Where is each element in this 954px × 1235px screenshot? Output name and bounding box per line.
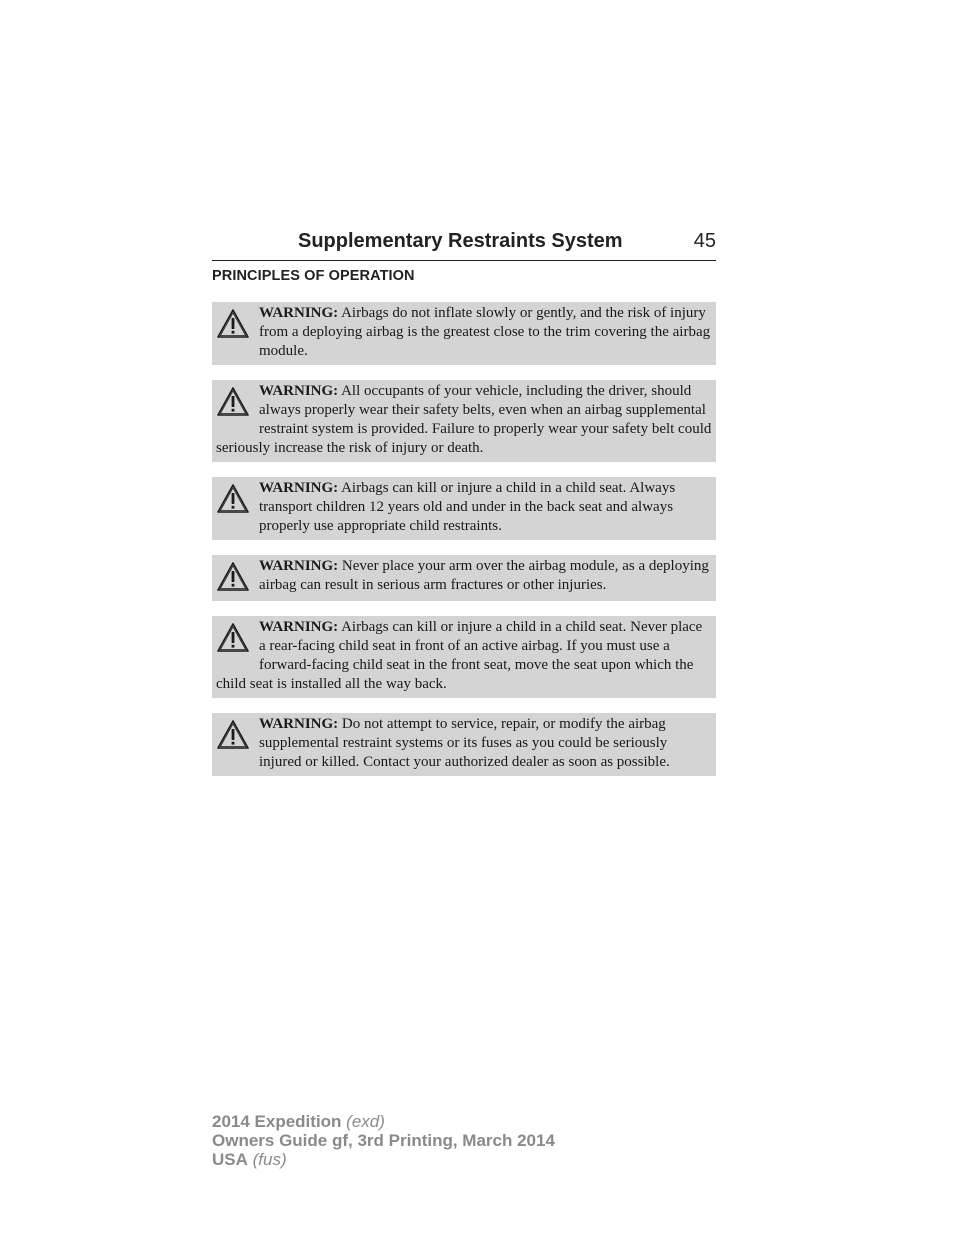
warning-box bbox=[212, 555, 716, 601]
footer-model-code: (exd) bbox=[341, 1112, 385, 1131]
footer-market-code: (fus) bbox=[247, 1150, 287, 1169]
footer bbox=[212, 1112, 555, 1169]
footer-market: USA bbox=[212, 1150, 248, 1169]
warning-label: WARNING: bbox=[259, 558, 339, 574]
warning-text: All occupants of your vehicle, including the driver, should always properly wear their safety belts, even when an airbag supplemental restraint system is provided. Failure to properly wear your safety belt could seriously increase the risk of injury or death. bbox=[216, 383, 712, 456]
page-number: 45 bbox=[693, 230, 716, 252]
footer-line-model bbox=[212, 1112, 555, 1131]
warning-box bbox=[212, 302, 716, 365]
warning-label: WARNING: bbox=[259, 716, 339, 732]
section-heading: PRINCIPLES OF OPERATION bbox=[212, 268, 415, 284]
warning-text: Airbags do not inflate slowly or gently, and the risk of injury from a deploying airbag is the greatest close to the trim covering the airbag module. bbox=[259, 305, 711, 359]
warning-triangle-icon bbox=[216, 719, 254, 755]
warning-text: Do not attempt to service, repair, or modify the airbag supplemental restraint systems or its fuses as you could be seriously injured or killed. Contact your authorized dealer as soon as possible. bbox=[259, 716, 670, 770]
warning-box bbox=[212, 380, 716, 462]
warning-triangle-icon bbox=[216, 386, 254, 422]
warning-triangle-icon bbox=[216, 561, 254, 597]
warnings-list bbox=[212, 302, 716, 791]
footer-line-market bbox=[212, 1150, 555, 1169]
warning-box bbox=[212, 477, 716, 540]
page-title: Supplementary Restraints System bbox=[298, 230, 623, 252]
warning-triangle-icon bbox=[216, 622, 254, 658]
warning-text: Airbags can kill or injure a child in a child seat. Always transport children 12 years old and under in the back seat and always properly use appropriate child restraints. bbox=[259, 480, 676, 534]
warning-triangle-icon bbox=[216, 308, 254, 344]
warning-triangle-icon bbox=[216, 483, 254, 519]
warning-label: WARNING: bbox=[259, 383, 339, 399]
warning-label: WARNING: bbox=[259, 619, 339, 635]
warning-label: WARNING: bbox=[259, 305, 339, 321]
page-header bbox=[212, 228, 716, 261]
warning-text: Never place your arm over the airbag module, as a deploying airbag can result in serious arm fractures or other injuries. bbox=[259, 558, 709, 593]
footer-guide: Owners Guide gf, 3rd Printing, March 2014 bbox=[212, 1131, 555, 1150]
warning-box bbox=[212, 616, 716, 698]
warning-label: WARNING: bbox=[259, 480, 339, 496]
footer-model: 2014 Expedition bbox=[212, 1112, 342, 1131]
footer-line-guide bbox=[212, 1131, 555, 1150]
warning-box bbox=[212, 713, 716, 776]
warning-text: Airbags can kill or injure a child in a child seat. Never place a rear-facing child seat in front of an active airbag. If you must use a forward-facing child seat in the front seat, move the seat upon which the child seat is installed all the way back. bbox=[216, 619, 703, 692]
